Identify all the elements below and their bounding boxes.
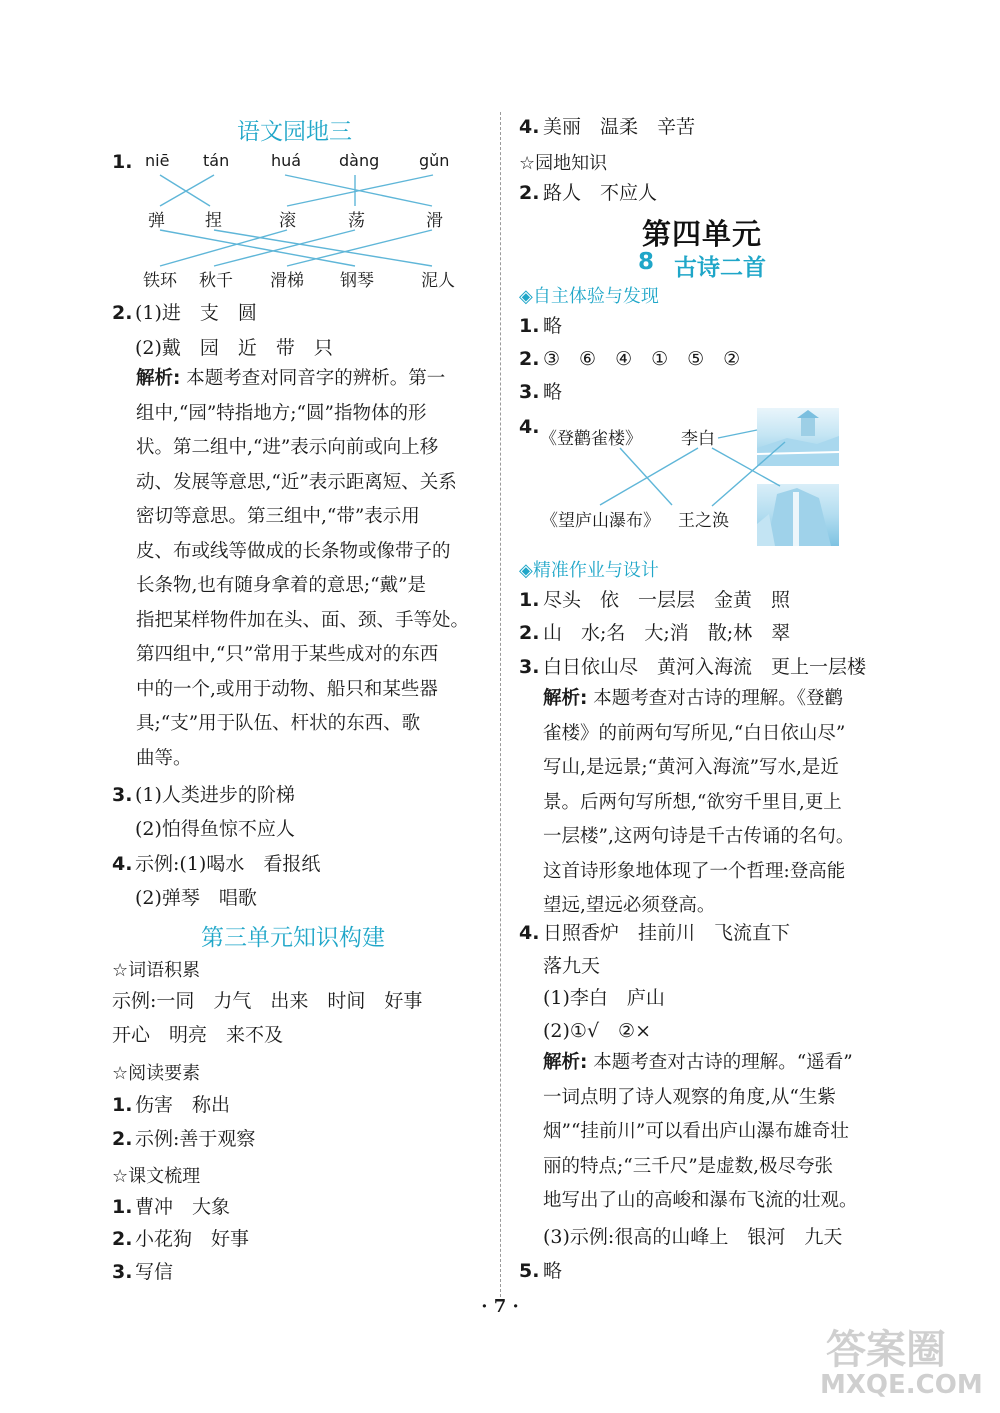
poem-title-1: 《登鹳雀楼》 [540,429,642,449]
garden-answer-2: 路人 不应人 [543,182,658,204]
match-line [620,448,672,505]
subsection-reading: ☆阅读要素 [112,1063,201,1084]
analysis-block-right-1 [543,682,891,924]
word-1: 铁环 [143,271,177,291]
analysis-line: 具;“支”用于队伍、杆状的东西、歌 [136,713,421,734]
char-3: 滚 [279,211,296,231]
q3-answer-2: (2)怕得鱼惊不应人 [135,818,295,840]
analysis-line: 指把某样物件加在头、面、颈、手等处。 [136,609,470,631]
homework-answer-4a: 日照香炉 挂前川 飞流直下 [543,922,791,944]
section-title-yuwen-yuandi: 语文园地三 [237,119,352,145]
homework-answer-5: 略 [543,1260,563,1282]
pinyin-5: gǔn [419,151,450,170]
analysis-label: 解析: [543,688,588,709]
analysis-line: 本题考查对同音字的辨析。第一 [186,368,446,389]
question-number: 2. [112,1228,133,1250]
matching-lines-poems [0,0,1000,560]
question-number: 4. [519,922,540,944]
match-line [718,430,757,438]
question-number: 4. [519,116,540,138]
word-3: 滑梯 [270,271,304,291]
homework-answer-2: 山 水;名 大;消 散;林 翠 [543,622,791,644]
lesson-number: 8 [638,249,655,275]
analysis-label: 解析: [543,1052,588,1073]
analysis-line: 望远,望远必须登高。 [543,895,716,916]
question-number: 3. [112,784,133,806]
word-2: 秋千 [199,271,233,291]
analysis-line: 这首诗形象地体现了一个哲理:登高能 [543,860,846,882]
self-answer-1: 略 [543,315,563,337]
char-1: 弹 [148,211,165,231]
analysis-line: 状。第二组中,“进”表示向前或向上移 [136,437,439,458]
analysis-line: 第四组中,“只”常用于某些成对的东西 [136,644,439,665]
word-4: 钢琴 [340,271,374,291]
q4-answer-1: 示例:(1)喝水 看报纸 [135,853,321,875]
analysis-line: 动、发展等意思,“近”表示距离短、关系 [136,471,457,493]
poem-title-2: 《望庐山瀑布》 [541,511,660,531]
question-number: 1. [112,1094,133,1116]
subsection-vocabulary: ☆词语积累 [112,960,201,981]
analysis-line: 烟”“挂前川”可以看出庐山瀑布雄奇壮 [543,1121,849,1142]
pinyin-3: huá [271,151,302,170]
analysis-line: 长条物,也有随身拿着的意思;“戴”是 [136,575,427,596]
analysis-line: 写山,是远景;“黄河入海流”写水,是近 [543,757,839,778]
pinyin-4: dàng [339,151,380,170]
question-number: 2. [519,348,540,370]
subsection-self-experience: ◈自主体验与发现 [519,286,659,307]
analysis-line: 雀楼》的前两句写所见,“白日依山尽” [543,722,846,744]
analysis-line: 皮、布或线等做成的长条物或像带子的 [136,540,451,562]
homework-answer-3: 白日依山尽 黄河入海流 更上一层楼 [543,656,867,678]
pinyin-1: niē [145,151,170,170]
analysis-line: 组中,“园”特指地方;“圆”指物体的形 [136,402,427,424]
homework-answer-4c: (1)李白 庐山 [543,987,665,1009]
analysis-line: 本题考查对古诗的理解。《登鹳 [593,688,844,709]
subsection-precise-homework: ◈精准作业与设计 [519,560,659,581]
match-line [600,448,698,505]
subsection-text-review: ☆课文梳理 [112,1166,201,1187]
self-answer-2: ③ ⑥ ④ ① ⑤ ② [543,348,741,370]
vocabulary-line-1: 示例:一同 力气 出来 时间 好事 [112,990,423,1012]
question-number: 2. [112,1128,133,1150]
question-number: 5. [519,1260,540,1282]
self-answer-3: 略 [543,381,563,403]
q2-answer-1: (1)进 支 圆 [135,302,257,324]
analysis-line: 地写出了山的高峻和瀑布飞流的壮观。 [543,1190,858,1211]
homework-answer-4e: (3)示例:很高的山峰上 银河 九天 [543,1226,843,1248]
lesson-title: 古诗二首 [674,255,766,281]
question-number: 1. [519,315,540,337]
question-number: 1. [519,589,540,611]
analysis-label: 解析: [136,368,181,389]
poet-1: 李白 [681,429,715,449]
analysis-line: 一层楼”,这两句诗是千古传诵的名句。 [543,826,855,847]
reading-answer-2: 示例:善于观察 [135,1128,256,1150]
analysis-line: 中的一个,或用于动物、船只和某些器 [136,678,438,700]
analysis-line: 密切等意思。第三组中,“带”表示用 [136,506,420,527]
question-number: 1. [112,1196,133,1218]
question-number: 3. [519,381,540,403]
char-2: 捏 [205,211,222,231]
watermark-logo: 答案圈 [826,1327,946,1373]
homework-answer-1: 尽头 依 一层层 金黄 照 [543,589,791,611]
question-number: 4. [112,853,133,875]
question-number: 1. [112,151,133,173]
analysis-line: 曲等。 [136,747,192,769]
word-5: 泥人 [421,271,455,291]
question-number: 4. [519,416,540,438]
reading-answer-1: 伤害 称出 [135,1094,231,1116]
q2-answer-2: (2)戴 园 近 带 只 [135,337,333,359]
match-line [712,442,785,506]
question-number: 3. [112,1261,133,1283]
vocabulary-line-2: 开心 明亮 来不及 [112,1024,284,1046]
question-number: 2. [519,182,540,204]
homework-answer-4d: (2)①√ ②× [543,1020,652,1042]
analysis-line: 一词点明了诗人观察的角度,从“生紫 [543,1086,836,1108]
q4-answer-2: (2)弹琴 唱歌 [135,887,257,909]
question-number: 3. [519,656,540,678]
q4-synonyms-answer: 美丽 温柔 辛苦 [543,116,696,138]
pinyin-2: tán [203,151,230,170]
homework-answer-4b: 落九天 [543,955,601,977]
text-review-answer-2: 小花狗 好事 [135,1228,250,1250]
text-review-answer-3: 写信 [135,1261,174,1283]
q3-answer-1: (1)人类进步的阶梯 [135,784,295,806]
analysis-line: 丽的特点;“三千尺”是虚数,极尽夸张 [543,1155,834,1177]
analysis-line: 景。后两句写所想,“欲穷千里目,更上 [543,791,842,813]
poet-2: 王之涣 [678,511,729,531]
question-number: 2. [519,622,540,644]
question-number: 2. [112,302,133,324]
char-5: 滑 [426,211,443,231]
unit-four-title: 第四单元 [642,217,763,251]
char-4: 荡 [348,211,365,231]
subsection-garden-knowledge: ☆园地知识 [519,153,608,174]
analysis-block-right-2 [543,1046,891,1219]
text-review-answer-1: 曹冲 大象 [135,1196,231,1218]
section-title-unit3-knowledge: 第三单元知识构建 [201,925,385,951]
watermark-url: MXQE.COM [820,1370,983,1400]
analysis-line: 本题考查对古诗的理解。“遥看” [593,1052,853,1073]
page-number: · 7 · [481,1296,519,1317]
match-line [712,448,780,486]
